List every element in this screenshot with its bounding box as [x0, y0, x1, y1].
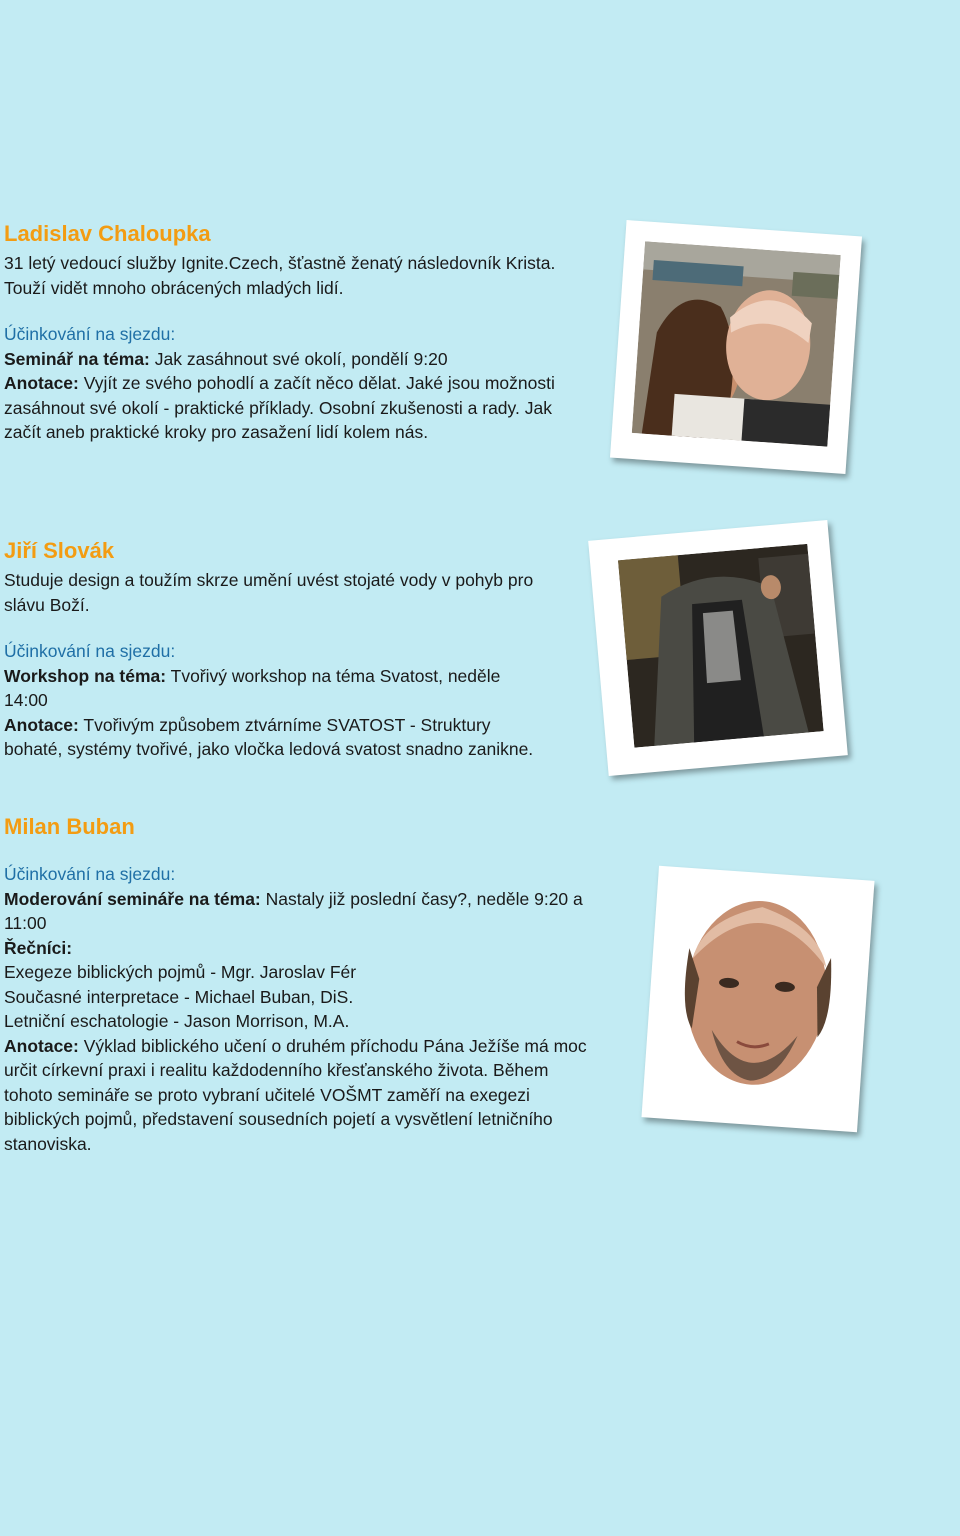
speaker-name: Milan Buban	[4, 814, 135, 839]
section-heading: Účinkování na sjezdu:	[4, 324, 176, 344]
annotation-label: Anotace:	[4, 1035, 79, 1056]
annotation-line: zasáhnout své okolí - praktické příklady. Osobní zkušenosti a rady. Jak	[4, 397, 552, 418]
photo-person-coat-image	[618, 544, 824, 748]
topic-line: 14:00	[4, 690, 48, 710]
annotation-line: biblických pojmů, představení sousedních pojetí a vysvětlení letničního	[4, 1109, 553, 1129]
annotation-line: stanoviska.	[4, 1133, 92, 1154]
speaker-section-1	[4, 221, 614, 445]
speaker-section-2	[4, 538, 614, 762]
topic-text: Tvořivý workshop na téma Svatost, neděle	[166, 665, 501, 686]
annotation-text: Vyjít ze svého pohodlí a začít něco dělat. Jaké jsou možnosti	[78, 373, 555, 393]
topic-label: Moderování semináře na téma:	[4, 888, 261, 909]
topic-label: Workshop na téma:	[4, 665, 167, 686]
annotation-label: Anotace:	[4, 373, 79, 393]
topic-line	[4, 887, 614, 912]
speaker-name: Jiří Slovák	[4, 538, 115, 563]
section-heading: Účinkování na sjezdu:	[4, 641, 176, 661]
annotation-label: Anotace:	[4, 714, 79, 735]
photo-portrait	[641, 866, 874, 1132]
bio-line: Touží vidět mnoho obrácených mladých lidí.	[4, 277, 344, 298]
speaker-section-3	[4, 814, 614, 1156]
topic-text: Jak zasáhnout své okolí, pondělí 9:20	[149, 348, 448, 369]
speaker-list-item: Současné interpretace - Michael Buban, DiS.	[4, 986, 354, 1007]
annotation-line: určit církevní praxi i realitu každodenního křesťanského života. Během	[4, 1060, 549, 1080]
speakers-label: Řečníci:	[4, 937, 73, 958]
section-heading: Účinkování na sjezdu:	[4, 864, 176, 884]
annotation-text: Výklad biblického učení o druhém příchodu Pána Ježíše má moc	[78, 1035, 587, 1056]
annotation-line: začít aneb praktické kroky pro zasažení lidí kolem nás.	[4, 422, 429, 442]
annotation-line	[4, 713, 614, 738]
annotation-line: tohoto semináře se proto vybraní učitelé VOŠMT zaměří na exegezi	[4, 1084, 530, 1105]
speaker-list-item: Exegeze biblických pojmů - Mgr. Jaroslav Fér	[4, 962, 357, 982]
bio-line: 31 letý vedoucí služby Ignite.Czech, šťastně ženatý následovník Krista.	[4, 253, 556, 273]
photo-portrait-image	[657, 887, 859, 1110]
speaker-name: Ladislav Chaloupka	[4, 221, 211, 246]
annotation-text: Tvořivým způsobem ztvárníme SVATOST - Struktury	[78, 714, 491, 735]
annotation-line	[4, 1034, 614, 1059]
topic-line	[4, 664, 614, 689]
bio-line: Studuje design a toužím skrze umění uvést stojaté vody v pohyb pro	[4, 570, 534, 590]
photo-couple	[610, 220, 862, 474]
photo-person-coat	[588, 520, 848, 776]
annotation-line	[4, 371, 614, 396]
topic-label: Seminář na téma:	[4, 348, 150, 369]
topic-line: 11:00	[4, 913, 47, 933]
bio-line: slávu Boží.	[4, 594, 90, 615]
photo-couple-image	[632, 241, 841, 446]
speaker-list-item: Letniční eschatologie - Jason Morrison, M.A.	[4, 1011, 350, 1031]
annotation-line: bohaté, systémy tvořivé, jako vločka ledová svatost snadno zanikne.	[4, 739, 534, 759]
topic-text: Nastaly již poslední časy?, neděle 9:20 a	[260, 888, 583, 909]
topic-line	[4, 347, 614, 372]
